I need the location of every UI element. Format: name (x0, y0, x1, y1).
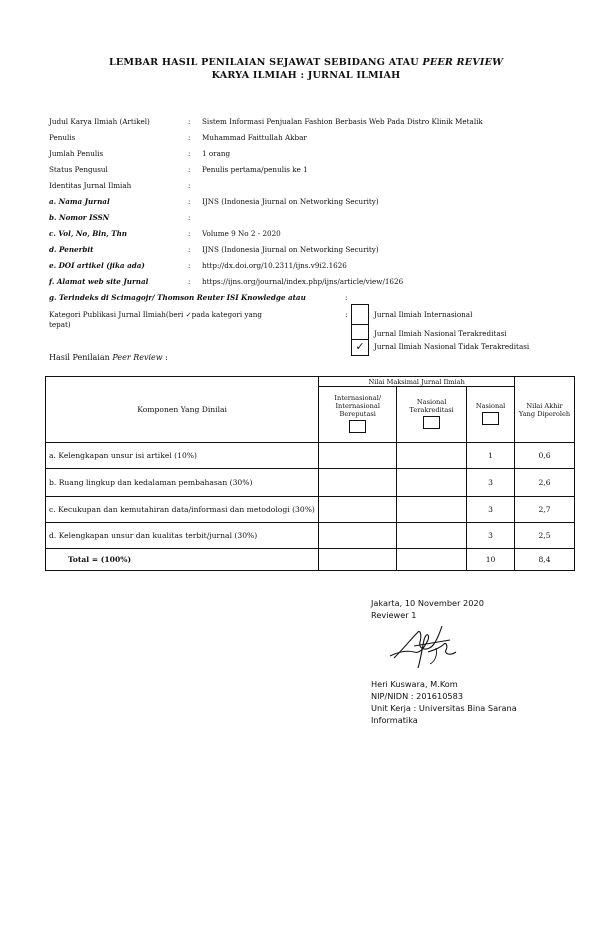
handwritten-signature (384, 622, 462, 672)
table-row (46, 523, 575, 549)
total-label: Total = (100%) (46, 549, 319, 571)
identity-value: IJNS (Indonesia Jiurnal on Networking Security) (202, 197, 379, 206)
category-label-line-1: Kategori Publikasi Jurnal Ilmiah(beri ✓pada kategori yang (49, 310, 262, 319)
category-checkbox-national-unaccredited[interactable] (351, 339, 369, 356)
row-score: 2,5 (515, 523, 575, 549)
identity-label: c. Vol, No, Bln, Thn (49, 229, 128, 238)
identity-colon: : (188, 181, 191, 190)
row-score: 0,6 (515, 443, 575, 469)
identity-colon: : (188, 197, 191, 206)
identity-label: b. Nomor ISSN (49, 213, 110, 222)
title-italic: PEER REVIEW (422, 57, 504, 68)
identity-label: f. Alamat web site Jurnal (49, 277, 149, 286)
category-colon: : (345, 310, 348, 319)
identity-colon: : (188, 261, 191, 270)
document-title-line-1 (0, 57, 612, 68)
header-national: Nasional (467, 387, 515, 443)
header-component: Komponen Yang Dinilai (46, 377, 319, 443)
indexing-label: g. Terindeks di Scimagojr/ Thomson Reuter ISI Knowledge atau (49, 293, 306, 302)
identity-label: Status Pengusul (49, 165, 108, 174)
header-checkbox-national[interactable] (482, 412, 499, 425)
table-row (46, 469, 575, 497)
identity-value: Muhammad Faittullah Akbar (202, 133, 307, 142)
identity-value: 1 orang (202, 149, 231, 158)
category-option-national-accredited: Jurnal Ilmiah Nasional Terakreditasi (374, 329, 507, 338)
header-international: Internasional/ Internasional Bereputasi (319, 387, 397, 443)
identity-value: Volume 9 No 2 - 2020 (202, 229, 281, 238)
indexing-colon: : (345, 293, 348, 302)
category-label-line-2: tepat) (49, 320, 71, 329)
table-row (46, 497, 575, 523)
row-component: c. Kecukupan dan kemutahiran data/informasi dan metodologi (30%) (46, 497, 319, 523)
row-component: b. Ruang lingkup dan kedalaman pembahasan (30%) (46, 469, 319, 497)
identity-label: Judul Karya Ilmiah (Artikel) (49, 117, 150, 126)
assessment-table (45, 376, 575, 571)
identity-label: Jumlah Penulis (49, 149, 104, 158)
category-checkbox-international[interactable] (351, 304, 369, 326)
identity-label: Identitas Jurnal Ilmiah (49, 181, 132, 190)
signature-unit-line-2: Informatika (371, 715, 418, 725)
check-icon: ✓ (355, 340, 365, 353)
identity-colon: : (188, 149, 191, 158)
identity-value: http://dx.doi.org/10.2311/ijns.v9i2.1626 (202, 261, 347, 270)
signature-name: Heri Kuswara, M.Kom (371, 679, 458, 689)
row-max: 1 (467, 443, 515, 469)
header-final-score: Nilai Akhir Yang Diperoleh (515, 377, 575, 443)
category-option-international: Jurnal Ilmiah Internasional (374, 310, 473, 319)
document-title-line-2: KARYA ILMIAH : JURNAL ILMIAH (211, 70, 401, 81)
header-national-accredited: Nasional Terakreditasi (397, 387, 467, 443)
identity-colon: : (188, 213, 191, 222)
table-total-row (46, 549, 575, 571)
header-checkbox-international[interactable] (349, 420, 366, 433)
row-score: 2,6 (515, 469, 575, 497)
row-component: d. Kelengkapan unsur dan kualitas terbit/jurnal (30%) (46, 523, 319, 549)
identity-colon: : (188, 117, 191, 126)
header-max-group: Nilai Maksimal Jurnal Ilmiah (319, 377, 515, 387)
identity-value: https://ijns.org/journal/index.php/ijns/article/view/1626 (202, 277, 404, 286)
identity-colon: : (188, 277, 191, 286)
identity-colon: : (188, 245, 191, 254)
signature-place-date: Jakarta, 10 November 2020 (371, 598, 484, 608)
row-max: 3 (467, 523, 515, 549)
signature-unit-line-1: Unit Kerja : Universitas Bina Sarana (371, 703, 517, 713)
identity-value: Penulis pertama/penulis ke 1 (202, 165, 308, 174)
row-max: 3 (467, 469, 515, 497)
row-max: 3 (467, 497, 515, 523)
identity-colon: : (188, 133, 191, 142)
header-checkbox-national-accredited[interactable] (423, 416, 440, 429)
identity-value: IJNS (Indonesia Jiurnal on Networking Security) (202, 245, 379, 254)
row-component: a. Kelengkapan unsur isi artikel (10%) (46, 443, 319, 469)
identity-colon: : (188, 229, 191, 238)
total-score: 8,4 (515, 549, 575, 571)
total-max: 10 (467, 549, 515, 571)
identity-label: e. DOI artikel (jika ada) (49, 261, 145, 270)
identity-label: d. Penerbit (49, 245, 94, 254)
title-normal: LEMBAR HASIL PENILAIAN SEJAWAT SEBIDANG ATAU (108, 57, 423, 68)
table-row (46, 443, 575, 469)
category-option-national-unaccredited: Jurnal Ilmiah Nasional Tidak Terakreditasi (374, 342, 530, 351)
identity-label: Penulis (49, 133, 76, 142)
identity-label: a. Nama Jurnal (49, 197, 110, 206)
signature-nip: NIP/NIDN : 201610583 (371, 691, 464, 701)
row-score: 2,7 (515, 497, 575, 523)
identity-value: Sistem Informasi Penjualan Fashion Berbasis Web Pada Distro Klinik Metalik (202, 117, 483, 126)
identity-colon: : (188, 165, 191, 174)
signature-role: Reviewer 1 (371, 610, 417, 620)
review-heading: Hasil Penilaian Peer Review : (49, 353, 168, 362)
